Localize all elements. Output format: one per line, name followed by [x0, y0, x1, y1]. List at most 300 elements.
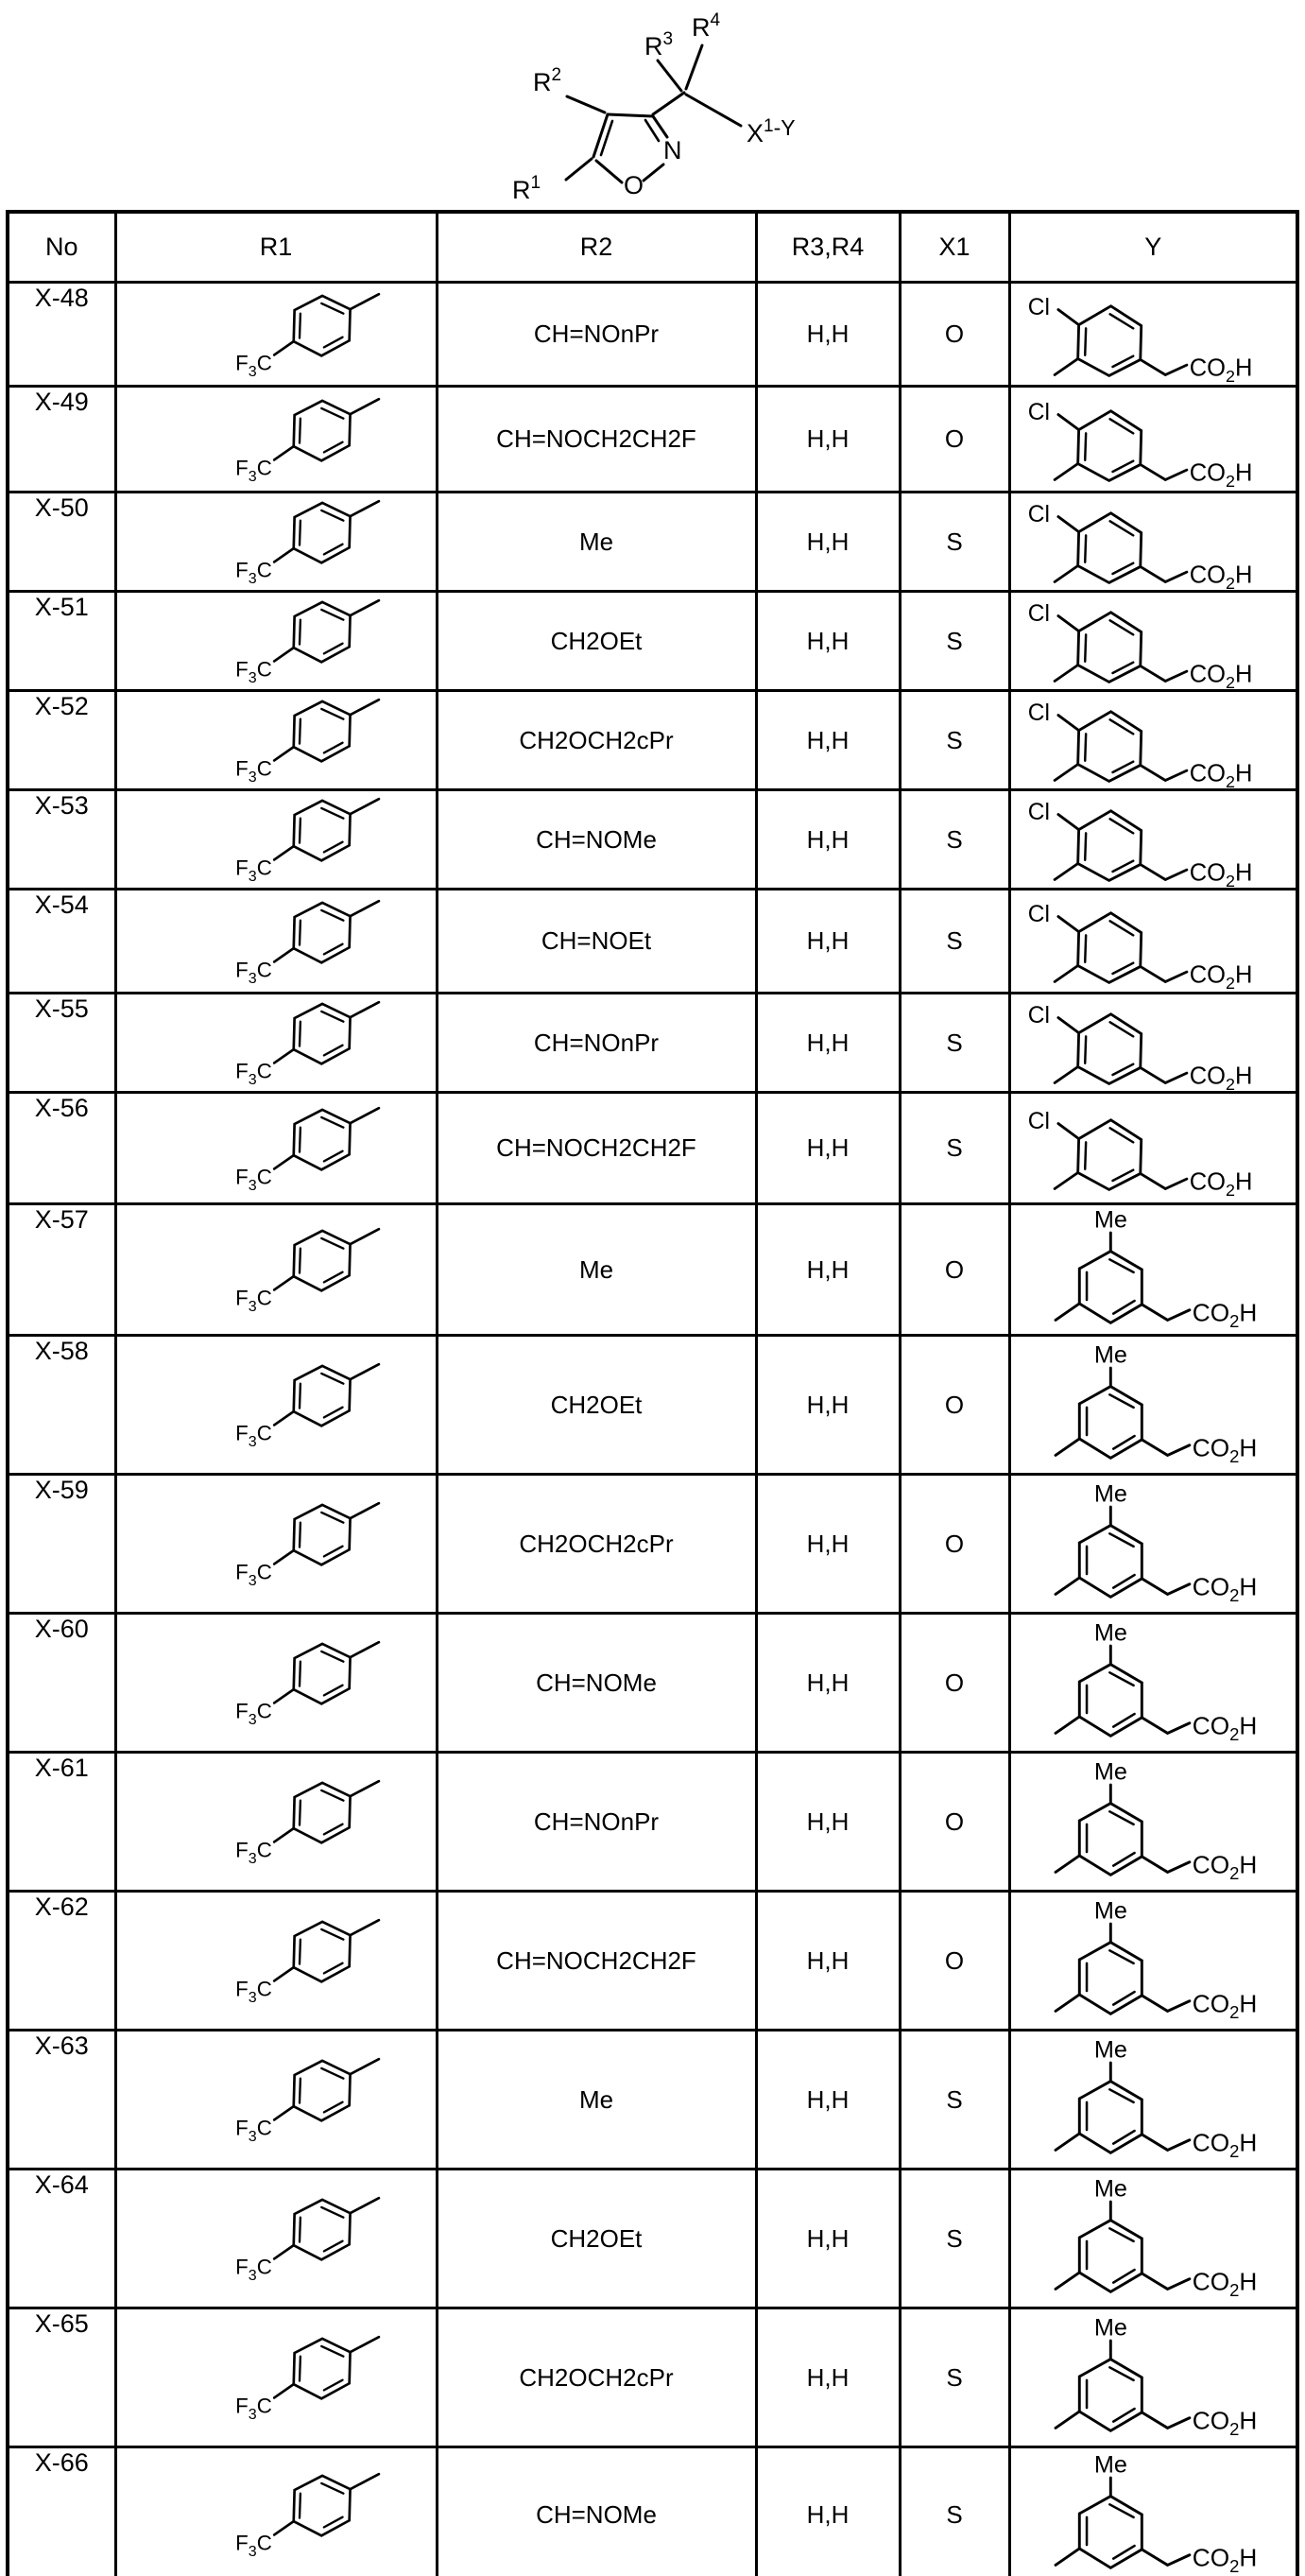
methyl-bond: [351, 1642, 379, 1657]
methyl-bond: [351, 399, 379, 414]
r3r4-value-cell: H,H: [756, 691, 900, 790]
r1-structure-cell: [115, 1336, 437, 1475]
r1-cf3-tolyl-structure: [158, 1913, 394, 2008]
co2h-label: $CO_2H$: [1189, 1167, 1253, 1197]
r2-value-cell: CH2OEt: [437, 592, 756, 691]
table-row: [8, 1475, 1297, 1614]
r2-value-cell: CH=NOEt: [437, 890, 756, 994]
x1-value-cell: S: [900, 890, 1009, 994]
co2h-label: $CO_2H$: [1193, 2543, 1258, 2576]
cf3-label: $F_3C$: [235, 2394, 272, 2423]
cl-bond: [1058, 309, 1079, 324]
methyl-bond: [351, 1229, 379, 1244]
r2-value-cell: CH2OCH2cPr: [437, 691, 756, 790]
y-chloro-methyl-phenylacetic-structure: [1013, 391, 1293, 488]
cf3-label: $F_3C$: [235, 1699, 272, 1728]
r3r4-value-cell: H,H: [756, 2447, 900, 2576]
methyl-bond: [1056, 1578, 1079, 1594]
co2h-label: $CO_2H$: [1189, 760, 1253, 788]
r3r4-value-cell: H,H: [756, 283, 900, 387]
r1-cf3-tolyl-structure: [158, 1101, 394, 1196]
cf3-bond: [274, 446, 294, 459]
col-header-r2: R2: [437, 212, 756, 283]
r4-label: $R^4$: [692, 10, 721, 42]
x1-value-cell: O: [900, 1475, 1009, 1614]
cf3-label: $F_3C$: [235, 1421, 272, 1450]
r1-structure-cell: [115, 1475, 437, 1614]
benzene-ring: [1080, 1804, 1142, 1876]
r2-value-cell: CH=NOCH2CH2F: [437, 1093, 756, 1204]
y-structure-cell: [1009, 2031, 1297, 2170]
cl-bond: [1058, 1018, 1079, 1033]
ch2-bond: [1142, 1857, 1191, 1873]
ch2-bond: [1141, 359, 1187, 374]
cf3-bond: [274, 1550, 294, 1564]
co2h-label: $CO_2H$: [1193, 1433, 1258, 1467]
methyl-bond: [351, 2198, 379, 2213]
col-header-no: No: [8, 212, 115, 283]
compound-no-cell: X-54: [8, 890, 115, 994]
benzene-ring: [1078, 513, 1142, 583]
r2-value-cell: CH2OEt: [437, 2170, 756, 2308]
r2-value-cell: CH=NOnPr: [437, 1753, 756, 1892]
x1-value-cell: O: [900, 283, 1009, 387]
cl-bond: [1058, 517, 1079, 532]
methyl-bond: [1055, 864, 1078, 880]
col-header-y: Y: [1009, 212, 1297, 283]
ch2-bond: [1142, 1305, 1191, 1321]
r3r4-value-cell: H,H: [756, 790, 900, 890]
r1-structure-cell: [115, 2170, 437, 2308]
benzene-ring: [1078, 1119, 1142, 1189]
bond: [567, 96, 605, 112]
double-bond: [1110, 819, 1134, 833]
r3r4-value-cell: H,H: [756, 2170, 900, 2308]
co2h-label: $CO_2H$: [1189, 661, 1253, 689]
co2h-label: $CO_2H$: [1193, 2128, 1258, 2162]
r1-structure-cell: [115, 1753, 437, 1892]
r1-cf3-tolyl-structure: [158, 287, 394, 382]
r1-cf3-tolyl-structure: [158, 1635, 394, 1730]
benzene-ring: [1078, 811, 1142, 881]
cf3-label: $F_3C$: [235, 756, 272, 786]
methyl-bond: [1055, 765, 1078, 781]
benzene-ring: [1080, 1943, 1142, 2014]
table-row: [8, 1614, 1297, 1753]
y-dimethyl-phenylacetic-structure: [1013, 2174, 1293, 2303]
cl-label: Cl: [1028, 601, 1051, 628]
r3r4-value-cell: H,H: [756, 1614, 900, 1753]
benzene-ring: [1080, 1526, 1142, 1598]
y-structure-cell: [1009, 1093, 1297, 1204]
r1-structure-cell: [115, 790, 437, 890]
methyl-bond: [1055, 463, 1078, 479]
y-structure-cell: [1009, 1614, 1297, 1753]
benzene-ring: [1078, 410, 1142, 480]
double-bond: [1110, 314, 1134, 328]
methyl-bond: [351, 294, 379, 309]
x1-value-cell: S: [900, 691, 1009, 790]
r2-value-cell: Me: [437, 1204, 756, 1336]
r1-structure-cell: [115, 2031, 437, 2170]
y-structure-cell: [1009, 994, 1297, 1093]
table-row: [8, 387, 1297, 493]
bond: [644, 164, 663, 181]
cl-bond: [1058, 716, 1079, 731]
ch2-bond: [1141, 464, 1187, 479]
cf3-label: $F_3C$: [235, 856, 272, 885]
methyl-bond: [351, 901, 379, 916]
r1-structure-cell: [115, 1204, 437, 1336]
cf3-bond: [274, 2245, 294, 2258]
col-header-r3r4: R3,R4: [756, 212, 900, 283]
methyl-bond: [351, 700, 379, 715]
benzene-ring: [1080, 2082, 1142, 2153]
ch2-bond: [1142, 2550, 1191, 2566]
methyl-bond: [1056, 1439, 1079, 1455]
methyl-bond: [351, 1108, 379, 1123]
me-label: Me: [1094, 1619, 1128, 1647]
ch2-bond: [1141, 966, 1187, 981]
me-label: Me: [1094, 1341, 1128, 1369]
r1-cf3-tolyl-structure: [158, 1222, 394, 1317]
cf3-bond: [274, 1155, 294, 1168]
y-structure-cell: [1009, 493, 1297, 592]
r1-cf3-tolyl-structure: [158, 792, 394, 887]
methyl-bond: [1056, 1856, 1079, 1872]
r2-value-cell: CH=NOnPr: [437, 283, 756, 387]
x1-y-label: $X^1-Y$: [747, 115, 796, 147]
r1-cf3-tolyl-structure: [158, 594, 394, 688]
cf3-label: $F_3C$: [235, 1838, 272, 1867]
double-bond: [1085, 935, 1086, 961]
cf3-label: $F_3C$: [235, 2255, 272, 2284]
cf3-bond: [274, 648, 294, 661]
table-row: [8, 2031, 1297, 2170]
cf3-bond: [274, 1411, 294, 1425]
r3r4-value-cell: H,H: [756, 493, 900, 592]
r3r4-value-cell: H,H: [756, 2308, 900, 2447]
y-structure-cell: [1009, 283, 1297, 387]
r3r4-value-cell: H,H: [756, 1093, 900, 1204]
cf3-bond: [274, 2384, 294, 2397]
r3r4-value-cell: H,H: [756, 994, 900, 1093]
bond: [686, 45, 702, 89]
cl-label: Cl: [1028, 294, 1051, 320]
x1-value-cell: S: [900, 493, 1009, 592]
cf3-bond: [274, 948, 294, 961]
r2-value-cell: CH2OCH2cPr: [437, 2308, 756, 2447]
r2-value-cell: CH2OEt: [437, 1336, 756, 1475]
table-row: [8, 691, 1297, 790]
x1-value-cell: S: [900, 2170, 1009, 2308]
ch2-bond: [1141, 864, 1187, 879]
r1-structure-cell: [115, 2308, 437, 2447]
r1-cf3-tolyl-structure: [158, 2191, 394, 2286]
cf3-bond: [274, 341, 294, 354]
benzene-ring: [1080, 1665, 1142, 1737]
me-label: Me: [1094, 2036, 1128, 2064]
y-structure-cell: [1009, 592, 1297, 691]
y-structure-cell: [1009, 890, 1297, 994]
methyl-bond: [1055, 358, 1078, 374]
cf3-bond: [274, 2106, 294, 2119]
methyl-bond: [1056, 1995, 1079, 2011]
methyl-bond: [351, 501, 379, 516]
cf3-bond: [274, 1828, 294, 1841]
me-label: Me: [1094, 1480, 1128, 1508]
r2-value-cell: CH=NOCH2CH2F: [437, 387, 756, 493]
ch2-bond: [1142, 1996, 1191, 2012]
x1-value-cell: S: [900, 2308, 1009, 2447]
cf3-label: $F_3C$: [235, 1165, 272, 1194]
compound-no-cell: X-60: [8, 1614, 115, 1753]
col-header-r1: R1: [115, 212, 437, 283]
x1-value-cell: O: [900, 1753, 1009, 1892]
r1-structure-cell: [115, 890, 437, 994]
ch2-bond: [1142, 1718, 1191, 1734]
co2h-label: $CO_2H$: [1189, 859, 1253, 888]
r3r4-value-cell: H,H: [756, 1336, 900, 1475]
x1-value-cell: S: [900, 2031, 1009, 2170]
y-dimethyl-phenylacetic-structure: [1013, 1205, 1293, 1334]
table-row: [8, 1204, 1297, 1336]
double-bond: [1110, 921, 1134, 935]
y-dimethyl-phenylacetic-structure: [1013, 1757, 1293, 1886]
double-bond: [1110, 419, 1134, 433]
methyl-bond: [351, 1781, 379, 1796]
compound-no-cell: X-49: [8, 387, 115, 493]
co2h-label: $CO_2H$: [1189, 562, 1253, 590]
x1-value-cell: S: [900, 592, 1009, 691]
benzene-ring: [1078, 912, 1142, 982]
cl-label: Cl: [1028, 901, 1051, 927]
r2-value-cell: CH=NOCH2CH2F: [437, 1892, 756, 2031]
y-structure-cell: [1009, 1892, 1297, 2031]
y-chloro-methyl-phenylacetic-structure: [1013, 994, 1293, 1091]
r3r4-value-cell: H,H: [756, 890, 900, 994]
double-bond: [1110, 620, 1134, 634]
y-dimethyl-phenylacetic-structure: [1013, 2450, 1293, 2576]
table-row: [8, 1336, 1297, 1475]
r2-value-cell: CH=NOnPr: [437, 994, 756, 1093]
compound-no-cell: X-53: [8, 790, 115, 890]
co2h-label: $CO_2H$: [1193, 1989, 1258, 2023]
cf3-bond: [274, 846, 294, 859]
ch2-bond: [1142, 2273, 1191, 2290]
methyl-bond: [1055, 566, 1078, 582]
methyl-bond: [351, 799, 379, 814]
cl-label: Cl: [1028, 1108, 1051, 1134]
benzene-ring: [1078, 613, 1142, 683]
methyl-bond: [1055, 1172, 1078, 1188]
methyl-bond: [351, 2474, 379, 2489]
double-bond: [1085, 1142, 1086, 1168]
bond: [566, 159, 592, 180]
cf3-bond: [274, 1049, 294, 1063]
r3r4-value-cell: H,H: [756, 2031, 900, 2170]
compound-no-cell: X-48: [8, 283, 115, 387]
y-structure-cell: [1009, 2170, 1297, 2308]
benzene-ring: [1080, 2360, 1142, 2431]
methyl-bond: [351, 1503, 379, 1518]
y-dimethyl-phenylacetic-structure: [1013, 1618, 1293, 1747]
r3r4-value-cell: H,H: [756, 1475, 900, 1614]
cf3-label: $F_3C$: [235, 2531, 272, 2560]
r2-label: $R^2$: [533, 65, 562, 96]
me-label: Me: [1094, 1897, 1128, 1925]
r3r4-value-cell: H,H: [756, 592, 900, 691]
r1-structure-cell: [115, 387, 437, 493]
y-structure-cell: [1009, 387, 1297, 493]
x1-value-cell: O: [900, 1892, 1009, 2031]
table-row: [8, 493, 1297, 592]
cf3-bond: [274, 2521, 294, 2534]
benzene-ring: [1080, 2497, 1142, 2568]
y-dimethyl-phenylacetic-structure: [1013, 1896, 1293, 2025]
y-structure-cell: [1009, 1475, 1297, 1614]
y-chloro-methyl-phenylacetic-structure: [1013, 893, 1293, 990]
table-row: [8, 994, 1297, 1093]
r1-structure-cell: [115, 994, 437, 1093]
table-row: [8, 2308, 1297, 2447]
bond: [686, 95, 741, 126]
methyl-bond: [1056, 2134, 1079, 2150]
bond: [608, 114, 653, 116]
r1-structure-cell: [115, 2447, 437, 2576]
x1-value-cell: S: [900, 790, 1009, 890]
ch2-bond: [1142, 1440, 1191, 1456]
ch2-bond: [1141, 566, 1187, 581]
r1-structure-cell: [115, 1093, 437, 1204]
methyl-bond: [1056, 2549, 1079, 2565]
y-chloro-methyl-phenylacetic-structure: [1013, 286, 1293, 383]
double-bond: [1085, 1036, 1086, 1063]
methyl-bond: [1056, 1717, 1079, 1733]
bond: [653, 93, 684, 114]
methyl-bond: [351, 1920, 379, 1935]
me-label: Me: [1094, 1206, 1128, 1234]
y-structure-cell: [1009, 2447, 1297, 2576]
r1-structure-cell: [115, 592, 437, 691]
bond: [593, 114, 608, 157]
methyl-bond: [351, 2059, 379, 2074]
co2h-label: $CO_2H$: [1193, 1850, 1258, 1884]
me-label: Me: [1094, 2175, 1128, 2203]
me-label: Me: [1094, 1758, 1128, 1786]
r1-cf3-tolyl-structure: [158, 693, 394, 787]
cf3-label: $F_3C$: [235, 1977, 272, 2006]
y-structure-cell: [1009, 691, 1297, 790]
methyl-bond: [351, 1002, 379, 1017]
methyl-bond: [351, 600, 379, 615]
cl-label: Cl: [1028, 1003, 1051, 1029]
y-dimethyl-phenylacetic-structure: [1013, 2313, 1293, 2442]
r3r4-value-cell: H,H: [756, 1753, 900, 1892]
compound-no-cell: X-65: [8, 2308, 115, 2447]
compound-no-cell: X-61: [8, 1753, 115, 1892]
y-chloro-methyl-phenylacetic-structure: [1013, 1100, 1293, 1197]
methyl-bond: [351, 1364, 379, 1379]
r1-structure-cell: [115, 1892, 437, 2031]
x1-value-cell: S: [900, 2447, 1009, 2576]
compound-no-cell: X-52: [8, 691, 115, 790]
r2-value-cell: CH2OCH2cPr: [437, 1475, 756, 1614]
double-bond: [1110, 1128, 1134, 1142]
r2-value-cell: CH=NOMe: [437, 1614, 756, 1753]
r1-cf3-tolyl-structure: [158, 2052, 394, 2147]
y-chloro-methyl-phenylacetic-structure: [1013, 791, 1293, 888]
ring-oxygen-label: O: [624, 171, 644, 199]
ch2-bond: [1141, 1173, 1187, 1188]
cl-label: Cl: [1028, 399, 1051, 425]
r1-cf3-tolyl-structure: [158, 995, 394, 1090]
compound-no-cell: X-58: [8, 1336, 115, 1475]
benzene-ring: [1080, 1252, 1142, 1323]
co2h-label: $CO_2H$: [1189, 960, 1253, 990]
ch2-bond: [1142, 2412, 1191, 2429]
cf3-bond: [274, 1967, 294, 1980]
cf3-bond: [274, 548, 294, 562]
table-row: [8, 890, 1297, 994]
r1-cf3-tolyl-structure: [158, 2330, 394, 2425]
compound-no-cell: X-55: [8, 994, 115, 1093]
r2-value-cell: CH=NOMe: [437, 790, 756, 890]
y-chloro-methyl-phenylacetic-structure: [1013, 692, 1293, 788]
r1-cf3-tolyl-structure: [158, 392, 394, 487]
benzene-ring: [1080, 2221, 1142, 2292]
co2h-label: $CO_2H$: [1189, 458, 1253, 488]
r3r4-value-cell: H,H: [756, 1204, 900, 1336]
r1-structure-cell: [115, 283, 437, 387]
table-row: [8, 283, 1297, 387]
me-label: Me: [1094, 2314, 1128, 2342]
table-row: [8, 2447, 1297, 2576]
benzene-ring: [1080, 1387, 1142, 1459]
y-dimethyl-phenylacetic-structure: [1013, 2035, 1293, 2164]
y-chloro-methyl-phenylacetic-structure: [1013, 593, 1293, 689]
r2-value-cell: Me: [437, 493, 756, 592]
ch2-bond: [1141, 765, 1187, 780]
bond: [658, 61, 681, 91]
r1-cf3-tolyl-structure: [158, 494, 394, 589]
col-header-x1: X1: [900, 212, 1009, 283]
compound-no-cell: X-64: [8, 2170, 115, 2308]
cf3-label: $F_3C$: [235, 657, 272, 686]
double-bond: [1085, 734, 1086, 760]
ch2-bond: [1142, 1579, 1191, 1595]
r1-cf3-tolyl-structure: [158, 1357, 394, 1452]
compound-no-cell: X-57: [8, 1204, 115, 1336]
y-dimethyl-phenylacetic-structure: [1013, 1340, 1293, 1469]
cf3-label: $F_3C$: [235, 558, 272, 587]
methyl-bond: [351, 2337, 379, 2352]
methyl-bond: [1055, 965, 1078, 981]
cl-bond: [1058, 616, 1079, 631]
r2-value-cell: Me: [437, 2031, 756, 2170]
me-label: Me: [1094, 2451, 1128, 2479]
co2h-label: $CO_2H$: [1193, 2267, 1258, 2301]
r3r4-value-cell: H,H: [756, 1892, 900, 2031]
r1-structure-cell: [115, 1614, 437, 1753]
r1-cf3-tolyl-structure: [158, 1496, 394, 1591]
table-row: [8, 1892, 1297, 2031]
cf3-label: $F_3C$: [235, 456, 272, 485]
x1-value-cell: O: [900, 1614, 1009, 1753]
cl-label: Cl: [1028, 700, 1051, 727]
double-bond: [1085, 535, 1086, 562]
cl-label: Cl: [1028, 800, 1051, 826]
